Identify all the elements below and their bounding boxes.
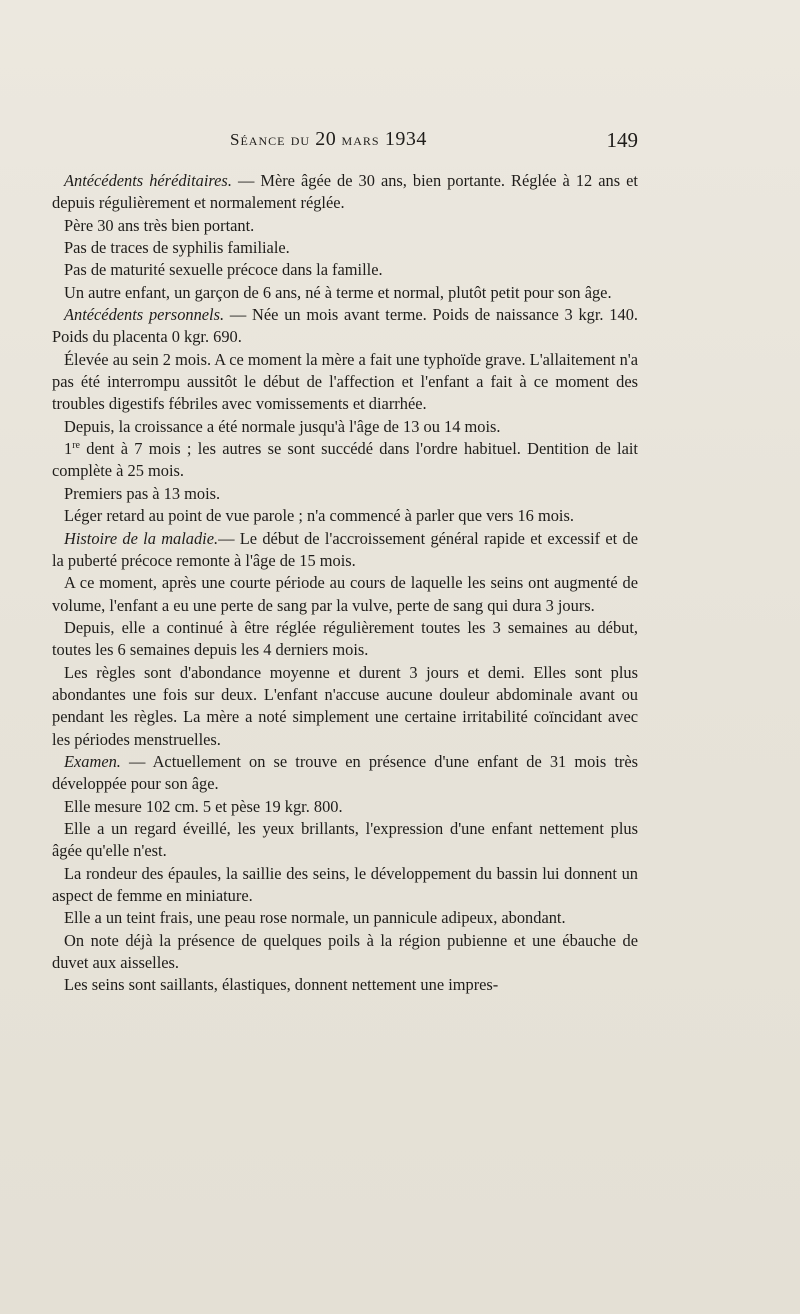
- paragraph-text: Léger retard au point de vue parole ; n'a commencé à parler que vers 16 mois.: [64, 506, 574, 526]
- paragraph: [52, 259, 638, 281]
- page-number: 149: [606, 128, 638, 152]
- paragraph-text: Pas de maturité sexuelle précoce dans la famille.: [64, 260, 383, 280]
- paragraph: [52, 215, 638, 237]
- paragraph: [52, 796, 638, 818]
- paragraph-heading: Antécédents héréditaires.: [64, 171, 232, 190]
- paragraph-text: Premiers pas à 13 mois.: [64, 483, 221, 503]
- paragraph-text: Depuis, elle a continué à être réglée régulièrement toutes les 3 semaines au début, toutes les 6 semaines depuis les 4 derniers mois.: [52, 617, 638, 660]
- paragraph: [52, 818, 638, 863]
- paragraph-text: Père 30 ans très bien portant.: [64, 215, 255, 235]
- running-head-day: 20: [315, 128, 337, 150]
- paragraph: [52, 974, 638, 996]
- paragraph-heading: Examen.: [64, 751, 121, 771]
- paragraph-text: A ce moment, après une courte période au cours de laquelle les seins ont augmenté de volume, l'enfant a eu une perte de sang par la vulve, perte de sang qui dura 3 jours.: [52, 573, 638, 615]
- paragraph-examen: [52, 751, 638, 796]
- paragraph: [52, 282, 638, 304]
- paragraph: [52, 237, 638, 259]
- paragraph-text: — Née un mois avant terme. Poids de naissance 3 kgr. 140. Poids du placenta 0 kgr. 690.: [52, 305, 638, 347]
- paragraph-text: Depuis, la croissance a été normale jusqu'à l'âge de 13 ou 14 mois.: [64, 416, 501, 436]
- paragraph-text: Les seins sont saillants, élastiques, donnent nettement une impres-: [64, 975, 499, 995]
- running-head: [230, 128, 427, 151]
- paragraph-text: Élevée au sein 2 mois. A ce moment la mère a fait une typhoïde grave. L'allaitement n'a pas été interrompu aussitôt le début de l'affection et l'enfant a fait à ce moment des troubles digestifs fébriles avec vomissements et diarrhée.: [52, 349, 638, 414]
- paragraph-text: Elle a un teint frais, une peau rose normale, un pannicule adipeux, abondant.: [64, 908, 566, 928]
- paragraph-heading: Histoire de la maladie.: [64, 528, 219, 548]
- paragraph: [52, 662, 638, 751]
- paragraph-text: Les règles sont d'abondance moyenne et durent 3 jours et demi. Elles sont plus abondantes une fois sur deux. L'enfant n'accuse aucune douleur abdominale avant ou pendant les règles. La mère a noté simplement une certaine irritabilité coïncidant avec les périodes menstruelles.: [52, 662, 638, 749]
- paragraph-text: Elle a un regard éveillé, les yeux brillants, l'expression d'une enfant nettement plus âgée qu'elle n'est.: [52, 818, 638, 861]
- paragraph: [52, 349, 638, 416]
- paragraph-text: dent à 7 mois ; les autres se sont succédé dans l'ordre habituel. Dentition de lait complète à 25 mois.: [52, 439, 638, 481]
- paragraph: [52, 930, 638, 975]
- paragraph-text: La rondeur des épaules, la saillie des seins, le développement du bassin lui donnent un aspect de femme en miniature.: [52, 863, 638, 905]
- paragraph: [52, 483, 638, 505]
- running-head-month: mars: [336, 130, 385, 149]
- paragraph-antecedents-hereditaires: [52, 170, 638, 215]
- paragraph: [52, 572, 638, 617]
- paragraph-text: — Le début de l'accroissement général rapide et excessif et de la puberté précoce remonte à l'âge de 15 mois.: [52, 528, 638, 570]
- running-head-year: 1934: [384, 128, 427, 150]
- ordinal-superscript: re: [72, 440, 80, 452]
- paragraph-text: — Actuellement on se trouve en présence d'une enfant de 31 mois très développée pour son âge.: [52, 751, 638, 794]
- paragraph-histoire-maladie: [52, 528, 638, 573]
- page-header: [52, 128, 638, 156]
- paragraph: [52, 863, 638, 908]
- paragraph-text: Pas de traces de syphilis familiale.: [64, 238, 290, 258]
- paragraph-text-ordinal: 1: [64, 439, 73, 459]
- paragraph: [52, 617, 638, 662]
- paragraph: [52, 907, 638, 929]
- body-text: [52, 170, 638, 997]
- paragraph-antecedents-personnels: [52, 304, 638, 349]
- paragraph: [52, 438, 638, 483]
- paragraph-text: Un autre enfant, un garçon de 6 ans, né à terme et normal, plutôt petit pour son âge.: [64, 282, 612, 302]
- paragraph-heading: Antécédents personnels.: [64, 305, 225, 325]
- paragraph: [52, 505, 638, 527]
- paragraph-text: — Mère âgée de 30 ans, bien portante. Réglée à 12 ans et depuis régulièrement et normalement réglée.: [52, 171, 638, 213]
- paragraph-text: Elle mesure 102 cm. 5 et pèse 19 kgr. 800.: [64, 796, 343, 816]
- running-head-seance: Séance du: [230, 130, 316, 149]
- paragraph: [52, 416, 638, 438]
- paragraph-text: On note déjà la présence de quelques poils à la région pubienne et une ébauche de duvet aux aisselles.: [52, 930, 638, 973]
